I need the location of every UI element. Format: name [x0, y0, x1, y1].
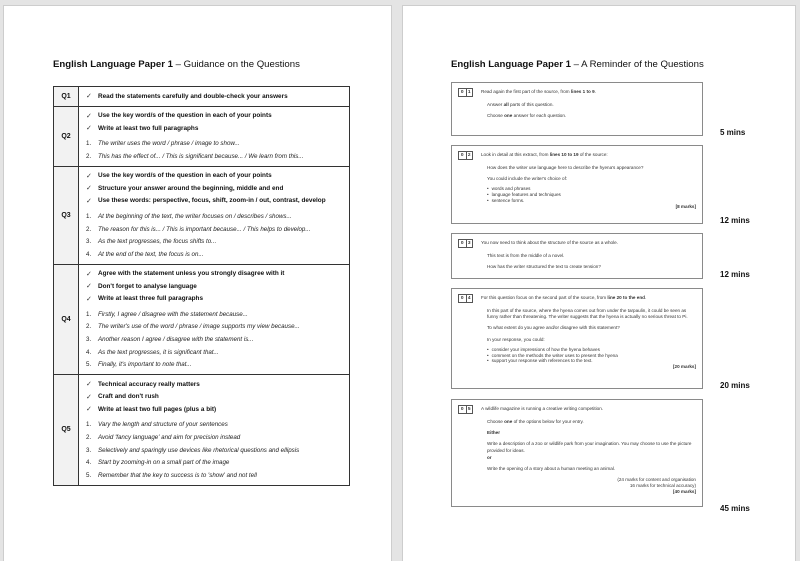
sentence-starter [86, 235, 349, 248]
question-number: 0 4 [458, 294, 473, 303]
checklist-item [86, 122, 349, 135]
bullet-item: • language features and techniques [487, 192, 696, 198]
sentence-starter-text: The reason for this is... / This is important because... / This helps to develop... [98, 225, 311, 233]
question-intro: A wildlife magazine is running a creative writing competition. [481, 406, 604, 411]
question-intro: Look in detail at this extract, from lines 10 to 19 of the source: [481, 152, 608, 157]
question-label: Q3 [54, 166, 79, 264]
sentence-starter [86, 321, 349, 334]
question-text: How does the writer use language here to describe the hyena's appearance? [487, 165, 644, 170]
guidance-content [79, 87, 350, 107]
step-number: 2. [86, 152, 92, 160]
guidance-row-q2 [54, 106, 350, 166]
checklist-text: Use the key word/s of the question in each of your points [98, 172, 272, 180]
step-number: 3. [86, 238, 92, 246]
checklist-item [86, 268, 349, 281]
step-number: 3. [86, 446, 92, 454]
question-text: To what extent do you agree and/or disagree with this statement? [487, 325, 620, 331]
time-allocation: 12 mins [720, 270, 750, 279]
question-intro: For this question focus on the second part of the source, from line 20 to the end. [481, 295, 647, 300]
checklist-text: Agree with the statement unless you strongly disagree with it [98, 270, 285, 278]
question-text: In this part of the source, where the hyena comes out from under the tarpaulin, it could be seen as funny rather than threatening. The writer suggests that the hyena is actually no serious threat to Pi. [487, 308, 688, 320]
checklist-text: Write at least two full pages (plus a bit) [98, 405, 217, 413]
guidance-content [79, 166, 350, 264]
checklist-text: Write at least two full paragraphs [98, 124, 199, 132]
question-number: 0 2 [458, 151, 473, 160]
checklist-text: Craft and don't rush [98, 393, 159, 401]
check-icon: ✓ [86, 112, 92, 120]
guidance-row-q5 [54, 375, 350, 485]
bullet-item: • words and phrases [487, 186, 696, 192]
sentence-starter [86, 444, 349, 457]
step-number: 2. [86, 433, 92, 441]
question-box-01 [451, 82, 703, 136]
sentence-starter-text: The writer uses the word / phrase / image to show... [98, 140, 240, 148]
page-title: English Language Paper 1 – A Reminder of the Questions [451, 59, 704, 70]
sentence-starter-text: At the beginning of the text, the writer focuses on / describes / shows... [98, 212, 292, 220]
step-number: 2. [86, 225, 92, 233]
marks-note: (24 marks for content and organisation [617, 477, 696, 483]
sentence-starter-text: At the end of the text, the focus is on... [98, 250, 204, 258]
step-number: 1. [86, 310, 92, 318]
guidance-row-q3 [54, 166, 350, 264]
sentence-starter-text: Selectively and sparingly use devices like rhetorical questions and ellipsis [98, 446, 300, 454]
sentence-starter [86, 138, 349, 151]
sentence-starter [86, 456, 349, 469]
checklist-item [86, 280, 349, 293]
checklist-item [86, 403, 349, 416]
guidance-page [3, 5, 392, 561]
sentence-starter [86, 248, 349, 261]
sentence-starter [86, 333, 349, 346]
check-icon: ✓ [86, 125, 92, 133]
question-label: Q2 [54, 106, 79, 166]
guidance-row-q1 [54, 87, 350, 107]
bullet-item: • comment on the methods the writer uses to present the hyena [487, 353, 696, 359]
step-number: 5. [86, 471, 92, 479]
checklist-item [86, 293, 349, 306]
checklist-text: Use these words: perspective, focus, shift, zoom-in / out, contrast, develop [98, 197, 326, 205]
question-label: Q4 [54, 264, 79, 374]
question-text: How has the writer structured the text to create tension? [487, 264, 601, 270]
question-label: Q1 [54, 87, 79, 107]
bullet-item: • consider your impressions of how the hyena behaves [487, 347, 696, 353]
step-number: 1. [86, 140, 92, 148]
question-text: Choose one answer for each question. [487, 113, 567, 119]
sentence-starter [86, 210, 349, 223]
guidance-content [79, 106, 350, 166]
time-allocation: 5 mins [720, 128, 746, 137]
bullet-item: • sentence forms. [487, 198, 696, 204]
checklist-item [86, 378, 349, 391]
sentence-starter-text: Vary the length and structure of your sentences [98, 421, 228, 429]
question-box-02 [451, 145, 703, 224]
check-icon: ✓ [86, 270, 92, 278]
sentence-starter-text: This has the effect of... / This is significant because... / We learn from this... [98, 152, 304, 160]
checklist-text: Technical accuracy really matters [98, 380, 200, 388]
option-two: Write the opening of a story about a human meeting an animal. [487, 466, 616, 472]
checklist-text: Don't forget to analyse language [98, 282, 197, 290]
or-label: or [487, 454, 492, 460]
step-number: 4. [86, 250, 92, 258]
sentence-starter [86, 308, 349, 321]
question-text: Choose one of the options below for your entry. [487, 419, 584, 424]
marks-label: [40 marks] [673, 488, 696, 494]
checklist-item [86, 110, 349, 123]
question-text: This text is from the middle of a novel. [487, 253, 565, 258]
question-box-05 [451, 399, 703, 507]
checklist-item [86, 391, 349, 404]
checklist-item [86, 195, 349, 208]
checklist-item [86, 90, 349, 103]
check-icon: ✓ [86, 172, 92, 180]
step-number: 1. [86, 212, 92, 220]
question-intro: Read again the first part of the source, from lines 1 to 9. [481, 89, 596, 94]
sentence-starter [86, 150, 349, 163]
guidance-row-q4 [54, 264, 350, 374]
marks-note: 16 marks for technical accuracy) [629, 483, 696, 489]
check-icon: ✓ [86, 381, 92, 389]
time-allocation: 12 mins [720, 216, 750, 225]
sentence-starter-text: As the text progresses, the focus shifts to... [98, 238, 217, 246]
question-text: In your response, you could: [487, 336, 545, 342]
step-number: 5. [86, 361, 92, 369]
time-allocation: 20 mins [720, 381, 750, 390]
guidance-table [53, 86, 350, 486]
check-icon: ✓ [86, 295, 92, 303]
question-number: 0 3 [458, 239, 473, 248]
check-icon: ✓ [86, 406, 92, 414]
check-icon: ✓ [86, 393, 92, 401]
time-allocation: 45 mins [720, 504, 750, 513]
sentence-starter-text: Avoid 'fancy language' and aim for precision instead [98, 433, 241, 441]
step-number: 2. [86, 323, 92, 331]
checklist-text: Use the key word/s of the question in each of your points [98, 112, 272, 120]
sentence-starter-text: The writer's use of the word / phrase / image supports my view because... [98, 323, 300, 331]
sentence-starter-text: Start by zooming-in on a small part of the image [98, 459, 230, 467]
check-icon: ✓ [86, 185, 92, 193]
checklist-item [86, 182, 349, 195]
guidance-content [79, 264, 350, 374]
question-text: Answer all parts of this question. [487, 102, 554, 107]
question-number: 0 1 [458, 88, 473, 97]
sentence-starter-text: Remember that the key to success is to 'show' and not tell [98, 471, 257, 479]
bullet-item: • support your response with references to the text. [487, 358, 696, 364]
sentence-starter-text: Firstly, I agree / disagree with the statement because... [98, 310, 248, 318]
either-label: Either [487, 430, 501, 436]
check-icon: ✓ [86, 283, 92, 291]
sentence-starter-text: Another reason I agree / disagree with the statement is... [98, 336, 254, 344]
check-icon: ✓ [86, 197, 92, 205]
question-box-04 [451, 288, 703, 389]
sentence-starter [86, 419, 349, 432]
sentence-starter [86, 431, 349, 444]
guidance-content [79, 375, 350, 485]
sentence-starter [86, 358, 349, 371]
questions-page [402, 5, 796, 561]
sentence-starter [86, 223, 349, 236]
question-text: You could include the writer's choice of: [487, 176, 568, 182]
question-intro: You now need to think about the structure of the source as a whole. [481, 240, 618, 245]
step-number: 4. [86, 459, 92, 467]
sentence-starter-text: Finally, it's important to note that... [98, 361, 192, 369]
sentence-starter-text: As the text progresses, it is significant that... [98, 348, 219, 356]
marks-label: [8 marks] [675, 203, 696, 209]
step-number: 3. [86, 336, 92, 344]
checklist-text: Write at least three full paragraphs [98, 295, 204, 303]
sentence-starter [86, 346, 349, 359]
marks-label: [20 marks] [673, 364, 696, 370]
question-box-03 [451, 233, 703, 279]
page-title: English Language Paper 1 – Guidance on the Questions [53, 59, 300, 70]
question-number: 0 5 [458, 405, 473, 414]
step-number: 1. [86, 421, 92, 429]
checklist-item [86, 170, 349, 183]
step-number: 4. [86, 348, 92, 356]
checklist-text: Read the statements carefully and double-check your answers [98, 92, 288, 100]
checklist-text: Structure your answer around the beginning, middle and end [98, 184, 284, 192]
sentence-starter [86, 469, 349, 482]
check-icon: ✓ [86, 93, 92, 101]
question-label: Q5 [54, 375, 79, 485]
option-one: Write a description of a zoo or wildlife park from your imagination. You may choose to use the picture provided for ideas. [487, 441, 692, 453]
